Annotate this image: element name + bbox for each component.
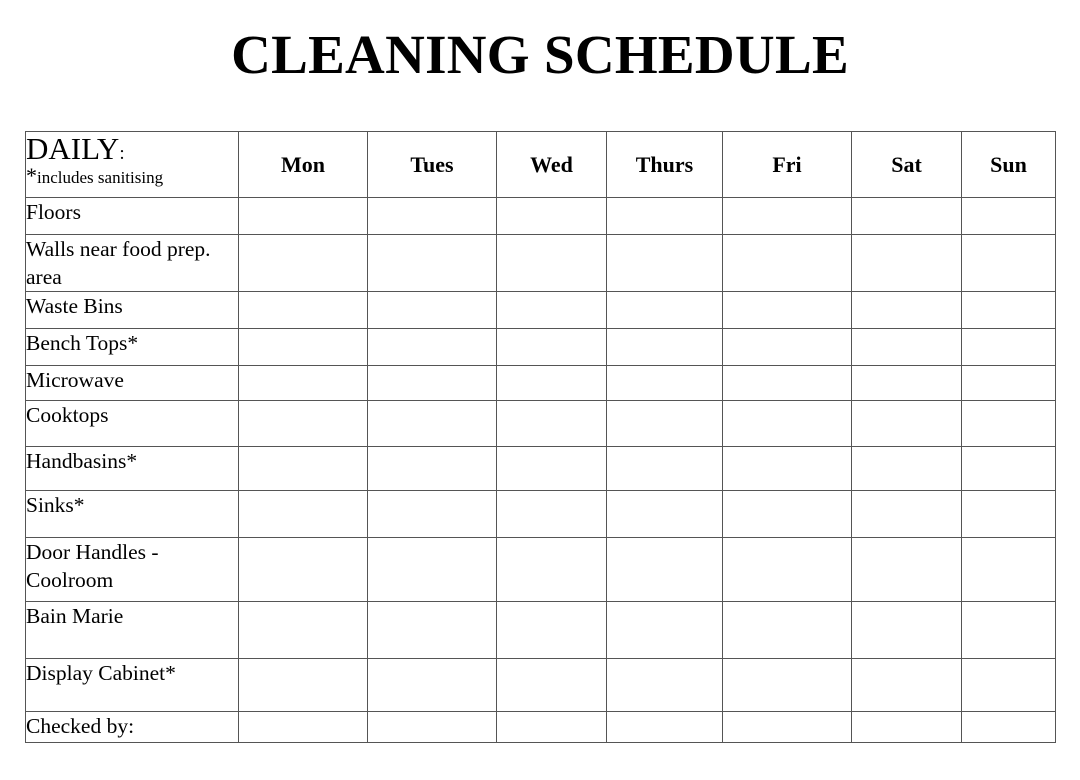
task-row-walls [26,235,1056,292]
sanitising-note [26,163,238,189]
check-cell-mon[interactable] [239,401,368,447]
check-cell-fri[interactable] [723,235,852,292]
day-header-sat: Sat [852,132,962,198]
daily-header-cell [26,132,239,198]
day-header-fri: Fri [723,132,852,198]
sanitising-star: * [26,163,37,188]
check-cell-sat[interactable] [852,447,962,491]
task-row-handbasins [26,447,1056,491]
task-row-floors [26,198,1056,235]
check-cell-fri[interactable] [723,198,852,235]
check-cell-mon[interactable] [239,538,368,602]
check-cell-wed[interactable] [497,401,607,447]
task-label: Walls near food prep. area [26,235,239,292]
check-cell-thurs[interactable] [607,602,723,659]
task-row-bain-marie [26,602,1056,659]
check-cell-sat[interactable] [852,538,962,602]
check-cell-tues[interactable] [368,659,497,712]
check-cell-tues[interactable] [368,712,497,743]
check-cell-thurs[interactable] [607,401,723,447]
check-cell-fri[interactable] [723,712,852,743]
task-row-checked-by [26,712,1056,743]
daily-colon: : [119,143,125,164]
day-header-wed: Wed [497,132,607,198]
task-label: Cooktops [26,401,239,447]
check-cell-mon[interactable] [239,366,368,401]
check-cell-sat[interactable] [852,712,962,743]
check-cell-sun[interactable] [962,447,1056,491]
check-cell-tues[interactable] [368,491,497,538]
check-cell-sun[interactable] [962,659,1056,712]
task-row-door-handles [26,538,1056,602]
check-cell-tues[interactable] [368,198,497,235]
check-cell-mon[interactable] [239,292,368,329]
check-cell-fri[interactable] [723,659,852,712]
task-row-display-cabinet [26,659,1056,712]
check-cell-fri[interactable] [723,538,852,602]
check-cell-thurs[interactable] [607,712,723,743]
cleaning-schedule-table [25,131,1056,743]
page-title: CLEANING SCHEDULE [231,24,849,85]
check-cell-wed[interactable] [497,329,607,366]
check-cell-fri[interactable] [723,329,852,366]
check-cell-thurs[interactable] [607,292,723,329]
check-cell-wed[interactable] [497,712,607,743]
check-cell-fri[interactable] [723,366,852,401]
check-cell-mon[interactable] [239,491,368,538]
check-cell-mon[interactable] [239,659,368,712]
check-cell-tues[interactable] [368,538,497,602]
check-cell-sat[interactable] [852,491,962,538]
check-cell-thurs[interactable] [607,235,723,292]
check-cell-wed[interactable] [497,292,607,329]
check-cell-sun[interactable] [962,198,1056,235]
check-cell-sat[interactable] [852,329,962,366]
task-label: Sinks* [26,491,239,538]
check-cell-sat[interactable] [852,198,962,235]
check-cell-wed[interactable] [497,538,607,602]
day-header-tues: Tues [368,132,497,198]
day-header-sun: Sun [962,132,1056,198]
task-row-bench-tops [26,329,1056,366]
check-cell-wed[interactable] [497,235,607,292]
task-row-cooktops [26,401,1056,447]
check-cell-thurs[interactable] [607,366,723,401]
check-cell-tues[interactable] [368,602,497,659]
check-cell-wed[interactable] [497,198,607,235]
check-cell-mon[interactable] [239,198,368,235]
check-cell-mon[interactable] [239,447,368,491]
check-cell-thurs[interactable] [607,329,723,366]
check-cell-wed[interactable] [497,491,607,538]
check-cell-sat[interactable] [852,235,962,292]
check-cell-tues[interactable] [368,366,497,401]
check-cell-thurs[interactable] [607,491,723,538]
task-label: Checked by: [26,712,239,743]
check-cell-sun[interactable] [962,602,1056,659]
check-cell-sat[interactable] [852,366,962,401]
day-header-mon: Mon [239,132,368,198]
task-row-waste-bins [26,292,1056,329]
check-cell-fri[interactable] [723,602,852,659]
check-cell-sun[interactable] [962,491,1056,538]
check-cell-tues[interactable] [368,447,497,491]
check-cell-thurs[interactable] [607,538,723,602]
check-cell-sat[interactable] [852,292,962,329]
check-cell-fri[interactable] [723,447,852,491]
check-cell-mon[interactable] [239,712,368,743]
task-label: Bench Tops* [26,329,239,366]
task-label: Display Cabinet* [26,659,239,712]
check-cell-wed[interactable] [497,659,607,712]
check-cell-mon[interactable] [239,329,368,366]
check-cell-sun[interactable] [962,292,1056,329]
task-label: Bain Marie [26,602,239,659]
task-label: Waste Bins [26,292,239,329]
check-cell-tues[interactable] [368,235,497,292]
check-cell-sat[interactable] [852,602,962,659]
check-cell-sun[interactable] [962,538,1056,602]
check-cell-fri[interactable] [723,491,852,538]
task-row-microwave [26,366,1056,401]
task-label: Handbasins* [26,447,239,491]
check-cell-sun[interactable] [962,366,1056,401]
check-cell-thurs[interactable] [607,447,723,491]
task-label: Floors [26,198,239,235]
header-row [26,132,1056,198]
check-cell-sat[interactable] [852,659,962,712]
sanitising-note-text: includes sanitising [37,168,164,187]
check-cell-fri[interactable] [723,401,852,447]
check-cell-wed[interactable] [497,366,607,401]
check-cell-sun[interactable] [962,235,1056,292]
check-cell-mon[interactable] [239,602,368,659]
task-label: Door Handles - Coolroom [26,538,239,602]
task-row-sinks [26,491,1056,538]
check-cell-thurs[interactable] [607,659,723,712]
check-cell-tues[interactable] [368,401,497,447]
check-cell-tues[interactable] [368,292,497,329]
daily-label: DAILY [26,131,120,166]
check-cell-sun[interactable] [962,712,1056,743]
check-cell-mon[interactable] [239,235,368,292]
check-cell-fri[interactable] [723,292,852,329]
check-cell-sun[interactable] [962,329,1056,366]
check-cell-tues[interactable] [368,329,497,366]
check-cell-sun[interactable] [962,401,1056,447]
check-cell-wed[interactable] [497,447,607,491]
check-cell-thurs[interactable] [607,198,723,235]
day-header-thurs: Thurs [607,132,723,198]
task-label: Microwave [26,366,239,401]
check-cell-wed[interactable] [497,602,607,659]
check-cell-sat[interactable] [852,401,962,447]
